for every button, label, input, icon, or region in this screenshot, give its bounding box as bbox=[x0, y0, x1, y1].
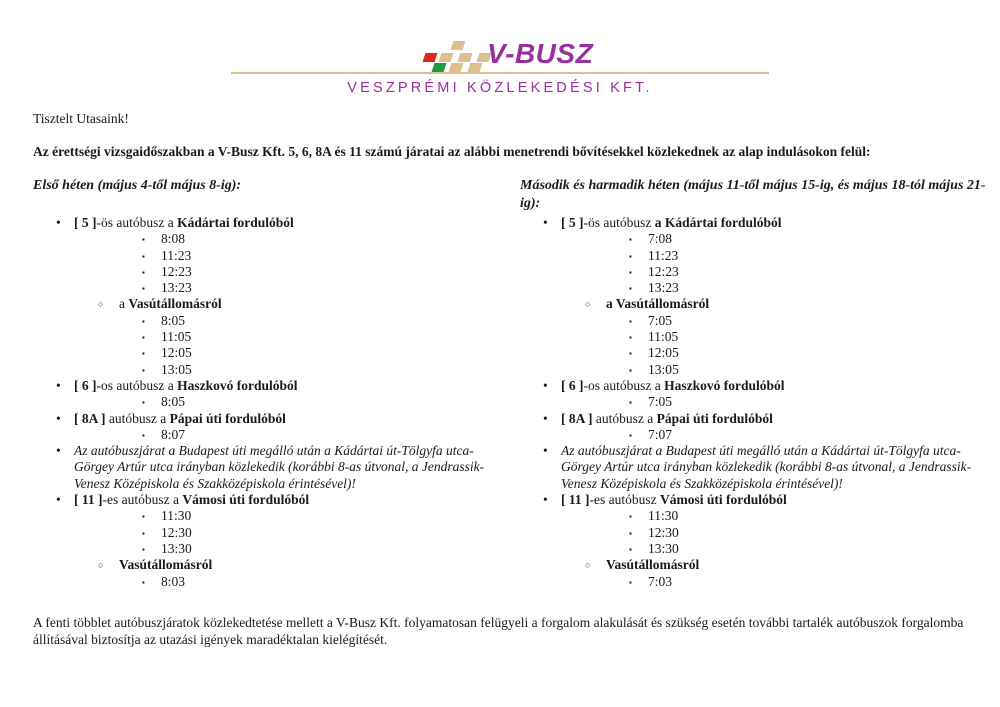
item-text: 11:05 bbox=[648, 329, 679, 345]
time-item bbox=[33, 427, 495, 443]
bullet-square-icon: ▪ bbox=[629, 528, 632, 538]
item-text: [ 8A ] autóbusz a Pápai úti fordulóból bbox=[74, 410, 286, 426]
bullet-square-icon: ▪ bbox=[142, 235, 145, 245]
item-text: 12:23 bbox=[648, 263, 679, 279]
list-item bbox=[520, 443, 988, 492]
bullet-square-icon: ▪ bbox=[142, 577, 145, 587]
item-text: 11:23 bbox=[648, 247, 679, 263]
item-text: 13:30 bbox=[648, 540, 679, 556]
bullet-square-icon: ▪ bbox=[142, 430, 145, 440]
bullet-square-icon: ▪ bbox=[142, 333, 145, 343]
bullet-square-icon: ▪ bbox=[142, 544, 145, 554]
item-text: [ 6 ]-os autóbusz a Haszkovó fordulóból bbox=[74, 377, 298, 393]
item-text: Vasútállomásról bbox=[606, 557, 700, 573]
bullet-square-icon: ▪ bbox=[142, 528, 145, 538]
bullet-square-icon: ▪ bbox=[629, 316, 632, 326]
bullet-square-icon: ▪ bbox=[629, 235, 632, 245]
item-text: [ 5 ]-ös autóbusz a Kádártai fordulóból bbox=[74, 215, 294, 230]
time-item bbox=[33, 345, 495, 361]
time-item bbox=[33, 541, 495, 557]
logo-divider bbox=[231, 72, 769, 74]
bullet-circle-icon: ○ bbox=[98, 560, 104, 571]
bullet-circle-icon: ○ bbox=[585, 560, 591, 571]
bullet-square-icon: ▪ bbox=[629, 365, 632, 375]
flag-cell bbox=[458, 53, 473, 62]
greeting-text: Tisztelt Utasaink! bbox=[33, 111, 129, 126]
bullet-square-icon: ▪ bbox=[629, 251, 632, 261]
list-item bbox=[520, 296, 988, 312]
week1-schedule-list bbox=[33, 215, 495, 590]
item-text: 7:05 bbox=[648, 394, 673, 410]
item-text: 13:23 bbox=[161, 280, 192, 296]
list-item bbox=[33, 296, 495, 312]
item-text: [ 6 ]-os autóbusz a Haszkovó fordulóból bbox=[561, 377, 785, 393]
company-subtitle: VESZPRÉMI KÖZLEKEDÉSI KFT. bbox=[347, 80, 653, 96]
item-text: 11:05 bbox=[161, 329, 192, 345]
list-item bbox=[33, 492, 495, 508]
brand-wordmark: V-BUSZ bbox=[487, 38, 594, 69]
item-text: 7:03 bbox=[648, 573, 673, 589]
bullet-square-icon: ▪ bbox=[629, 349, 632, 359]
time-item bbox=[520, 345, 988, 361]
bullet-square-icon: ▪ bbox=[142, 349, 145, 359]
item-text: a Vasútállomásról bbox=[606, 296, 710, 312]
list-item bbox=[33, 557, 495, 573]
week2-heading: Második és harmadik héten (május 11-től május 15-ig, és május 18-tól május 21-ig): bbox=[520, 178, 986, 211]
item-text: 12:30 bbox=[161, 524, 192, 540]
time-item bbox=[520, 394, 988, 410]
bullet-square-icon: ▪ bbox=[629, 398, 632, 408]
item-text: 13:30 bbox=[161, 540, 192, 556]
bullet-disc-icon: • bbox=[543, 377, 548, 393]
flag-cell bbox=[449, 63, 464, 72]
time-item bbox=[520, 541, 988, 557]
bullet-disc-icon: • bbox=[543, 492, 548, 508]
list-item bbox=[33, 378, 495, 394]
list-item bbox=[520, 411, 988, 427]
time-item bbox=[33, 231, 495, 247]
item-text: 8:05 bbox=[161, 394, 186, 410]
item-text: 7:05 bbox=[648, 312, 673, 328]
bullet-disc-icon: • bbox=[543, 443, 548, 459]
item-text: a Vasútállomásról bbox=[119, 296, 222, 312]
list-item bbox=[33, 411, 495, 427]
item-text: 7:08 bbox=[648, 231, 673, 247]
footer-paragraph: A fenti többlet autóbuszjáratok közlekedtetése mellett a V-Busz Kft. folyamatosan felügyeli a forgalom alakulását és szükség esetén további tartalék autóbuszok forgalomba állításával biztosítja az utazási igények maradéktalan kielégítését. bbox=[33, 615, 964, 647]
item-text: [ 8A ] autóbusz a Pápai úti fordulóból bbox=[561, 410, 773, 426]
time-item bbox=[520, 313, 988, 329]
item-text: 8:05 bbox=[161, 312, 186, 328]
bullet-square-icon: ▪ bbox=[142, 267, 145, 277]
item-text: 12:23 bbox=[161, 263, 192, 279]
week1-heading: Első héten (május 4-től május 8-ig): bbox=[33, 178, 242, 193]
item-text: 11:23 bbox=[161, 247, 192, 263]
bullet-circle-icon: ○ bbox=[98, 299, 104, 310]
item-text: 13:23 bbox=[648, 280, 679, 296]
bullet-square-icon: ▪ bbox=[142, 398, 145, 408]
item-text: 8:07 bbox=[161, 426, 186, 442]
time-item bbox=[520, 362, 988, 378]
time-item bbox=[520, 329, 988, 345]
time-item bbox=[33, 525, 495, 541]
flag-cell bbox=[451, 41, 466, 50]
time-item bbox=[520, 248, 988, 264]
week1-column bbox=[33, 177, 495, 590]
time-item bbox=[33, 508, 495, 524]
item-text: 8:08 bbox=[161, 231, 186, 247]
time-item bbox=[520, 574, 988, 590]
bullet-square-icon: ▪ bbox=[629, 333, 632, 343]
time-item bbox=[520, 264, 988, 280]
item-text: Az autóbuszjárat a Budapest úti megálló után a Kádártai út-Tölgyfa utca-Görgey Artúr utca irányban közlekedik (korábbi 8-as útvonal, a Jendrassik-Venesz Középiskola és Szakközépiskola érintésével)! bbox=[561, 443, 972, 491]
bullet-disc-icon: • bbox=[56, 215, 61, 230]
item-text: Vasútállomásról bbox=[119, 557, 213, 573]
item-text: 13:05 bbox=[161, 361, 192, 377]
bullet-square-icon: ▪ bbox=[142, 251, 145, 261]
item-text: Az autóbuszjárat a Budapest úti megálló után a Kádártai út-Tölgyfa utca-Görgey Artúr utca irányban közlekedik (korábbi 8-as útvonal, a Jendrassik-Venesz Középiskola és Szakközépiskola érintésével)! bbox=[74, 443, 485, 491]
bullet-square-icon: ▪ bbox=[629, 267, 632, 277]
time-item bbox=[520, 525, 988, 541]
time-item bbox=[33, 313, 495, 329]
list-item bbox=[520, 215, 988, 231]
item-text: 8:03 bbox=[161, 573, 186, 589]
time-item bbox=[520, 231, 988, 247]
flag-cell bbox=[432, 63, 447, 72]
bullet-square-icon: ▪ bbox=[142, 284, 145, 294]
list-item bbox=[33, 215, 495, 231]
bullet-disc-icon: • bbox=[543, 215, 548, 230]
bullet-square-icon: ▪ bbox=[629, 544, 632, 554]
list-item bbox=[520, 492, 988, 508]
list-item bbox=[520, 378, 988, 394]
flag-cell bbox=[468, 63, 483, 72]
time-item bbox=[33, 394, 495, 410]
bullet-square-icon: ▪ bbox=[142, 365, 145, 375]
bullet-circle-icon: ○ bbox=[585, 299, 591, 310]
flag-cell bbox=[439, 53, 454, 62]
bullet-square-icon: ▪ bbox=[629, 577, 632, 587]
time-item bbox=[33, 362, 495, 378]
list-item bbox=[33, 443, 495, 492]
bullet-square-icon: ▪ bbox=[629, 512, 632, 522]
bullet-square-icon: ▪ bbox=[629, 430, 632, 440]
item-text: 12:05 bbox=[161, 345, 192, 361]
bullet-disc-icon: • bbox=[56, 492, 61, 508]
item-text: 12:05 bbox=[648, 345, 679, 361]
time-item bbox=[33, 248, 495, 264]
flag-cell bbox=[423, 53, 438, 62]
week2-column bbox=[520, 177, 988, 590]
time-item bbox=[33, 264, 495, 280]
item-text: 13:05 bbox=[648, 361, 679, 377]
item-text: 11:30 bbox=[648, 508, 679, 524]
time-item bbox=[520, 508, 988, 524]
bullet-square-icon: ▪ bbox=[142, 316, 145, 326]
bullet-disc-icon: • bbox=[56, 377, 61, 393]
time-item bbox=[520, 427, 988, 443]
bullet-square-icon: ▪ bbox=[629, 284, 632, 294]
bullet-disc-icon: • bbox=[56, 410, 61, 426]
bullet-disc-icon: • bbox=[543, 410, 548, 426]
bullet-square-icon: ▪ bbox=[142, 512, 145, 522]
week2-schedule-list bbox=[520, 215, 988, 590]
item-text: [ 5 ]-ös autóbusz a Kádártai fordulóból bbox=[561, 215, 782, 230]
bullet-disc-icon: • bbox=[56, 443, 61, 459]
time-item bbox=[33, 329, 495, 345]
list-item bbox=[520, 557, 988, 573]
time-item bbox=[520, 280, 988, 296]
intro-paragraph: Az érettségi vizsgaidőszakban a V-Busz Kft. 5, 6, 8A és 11 számú járatai az alábbi menetrendi bővítésekkel közlekednek az alap indulásokon felül: bbox=[33, 144, 871, 159]
item-text: 7:07 bbox=[648, 426, 673, 442]
item-text: 12:30 bbox=[648, 524, 679, 540]
time-item bbox=[33, 574, 495, 590]
item-text: [ 11 ]-es autóbusz Vámosi úti fordulóból bbox=[561, 492, 787, 508]
time-item bbox=[33, 280, 495, 296]
item-text: [ 11 ]-es autóbusz a Vámosi úti fordulóból bbox=[74, 492, 310, 508]
item-text: 11:30 bbox=[161, 508, 192, 524]
